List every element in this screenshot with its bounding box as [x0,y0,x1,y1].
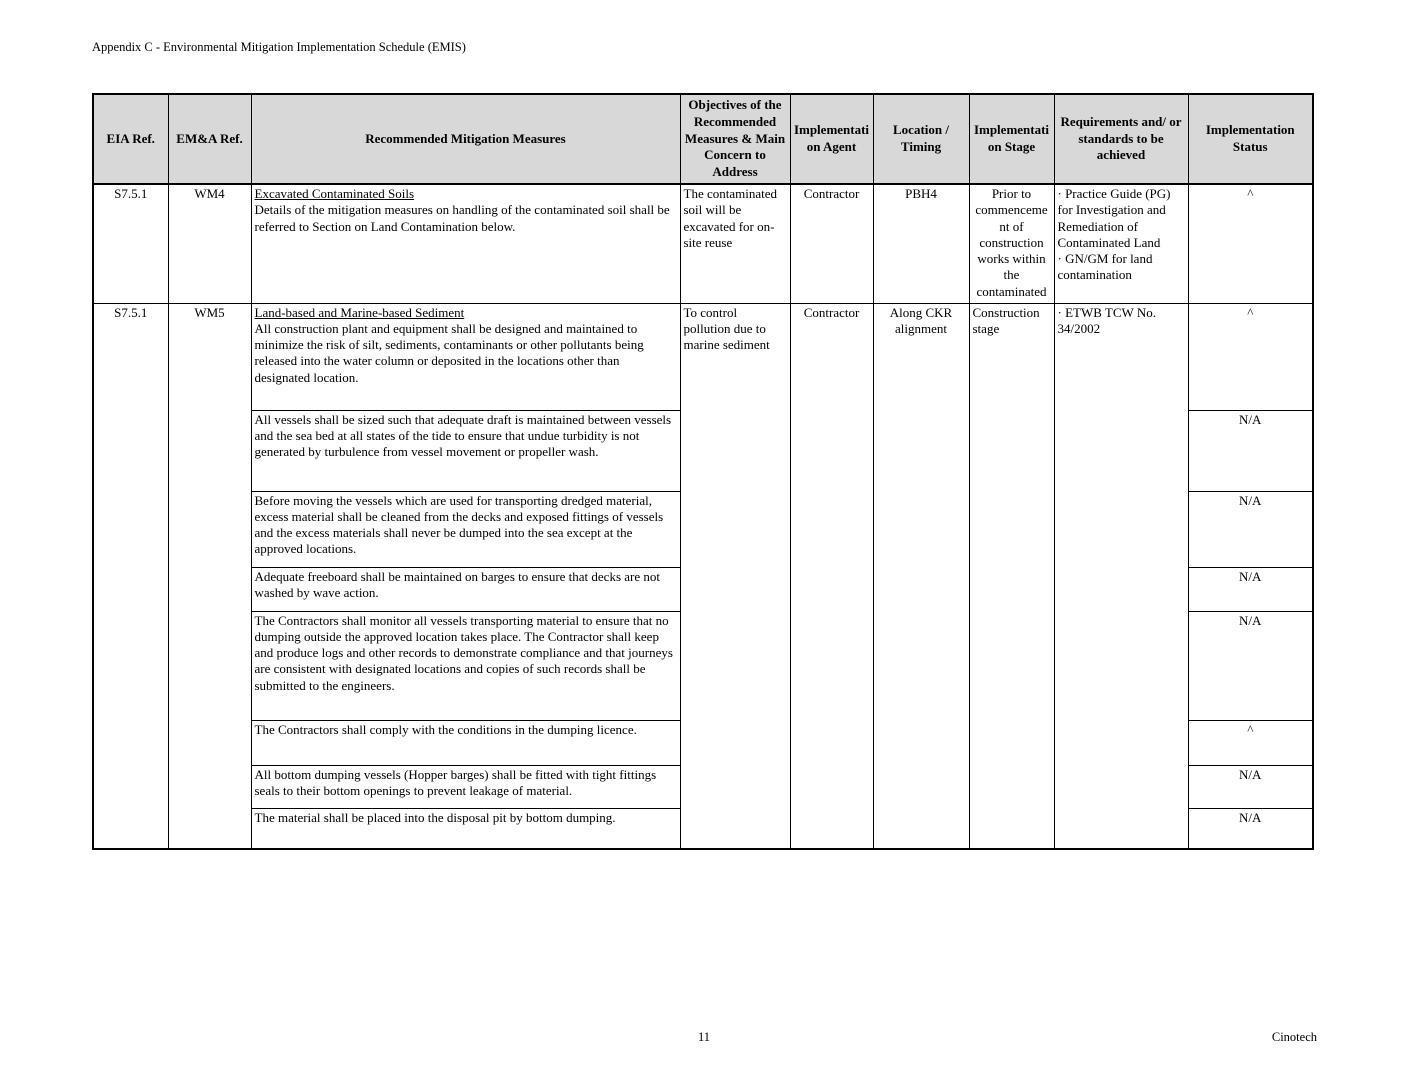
measure-cell: All vessels shall be sized such that adequate draft is maintained between vessels and the sea bed at all states of the tide to ensure that undue turbidity is not generated by turbulence from vessel movement or propeller wash. [251,410,680,491]
status-cell: N/A [1188,410,1313,491]
status-cell: N/A [1188,491,1313,567]
requirements-cell [1054,184,1188,303]
measure-title: Excavated Contaminated Soils [254,186,415,201]
objectives-cell: To control pollution due to marine sediment [680,303,790,849]
ema-ref-cell: WM4 [168,184,251,303]
eia-ref-cell: S7.5.1 [93,303,168,849]
measure-cell: Adequate freeboard shall be maintained on barges to ensure that decks are not washed by wave action. [251,567,680,611]
location-timing-cell: Along CKR alignment [873,303,969,849]
status-cell: N/A [1188,808,1313,849]
table-row-wm4 [93,184,1313,303]
agent-cell: Contractor [790,184,873,303]
requirement-item: · GN/GM for land contamination [1057,251,1153,283]
status-cell: N/A [1188,567,1313,611]
measure-cell: The material shall be placed into the disposal pit by bottom dumping. [251,808,680,849]
status-cell: ^ [1188,720,1313,765]
col-header-measures: Recommended Mitigation Measures [251,94,680,184]
table-header-row [93,94,1313,184]
measure-cell: Before moving the vessels which are used for transporting dredged material, excess material shall be cleaned from the decks and exposed fittings of vessels and the excess materials shall never be dumped into the sea except at the approved locations. [251,491,680,567]
measure-title: Land-based and Marine-based Sediment [254,304,465,320]
page-title: Appendix C - Environmental Mitigation Implementation Schedule (EMIS) [92,40,466,54]
col-header-eia-ref: EIA Ref. [93,94,168,184]
col-header-objectives: Objectives of the Recommended Measures & Main Concern to Address [680,94,790,184]
col-header-agent: Implementation Agent [790,94,873,184]
col-header-ema-ref: EM&A Ref. [168,94,251,184]
emis-table [92,93,1314,850]
stage-cell: Construction stage [969,303,1054,849]
measure-cell [251,184,680,303]
ema-ref-cell: WM5 [168,303,251,849]
col-header-stage: Implementation Stage [969,94,1054,184]
measure-cell: The Contractors shall comply with the conditions in the dumping licence. [251,720,680,765]
agent-cell: Contractor [790,303,873,849]
measure-body: All construction plant and equipment shall be designed and maintained to minimize the risk of silt, sediments, contaminants or other pollutants being released into the water column or deposited in the locations other than designated location. [254,320,644,385]
col-header-location-timing: Location / Timing [873,94,969,184]
requirement-item: · ETWB TCW No. 34/2002 [1057,304,1156,336]
status-cell: ^ [1188,184,1313,303]
status-cell: N/A [1188,765,1313,808]
requirements-cell [1054,303,1188,849]
table-row-wm5 [93,303,1313,410]
status-cell: N/A [1188,611,1313,720]
measure-cell [251,303,680,410]
status-cell: ^ [1188,303,1313,410]
stage-cell: Prior to commencement of construction works within the contaminated [969,184,1054,303]
measure-cell: All bottom dumping vessels (Hopper barges) shall be fitted with tight fittings seals to their bottom openings to prevent leakage of material. [251,765,680,808]
location-timing-cell: PBH4 [873,184,969,303]
page-number: 11 [697,1030,711,1044]
footer-company: Cinotech [1271,1030,1317,1044]
objectives-cell: The contaminated soil will be excavated for on-site reuse [680,184,790,303]
col-header-status: Implementation Status [1188,94,1313,184]
col-header-requirements: Requirements and/ or standards to be achieved [1054,94,1188,184]
measure-body: Details of the mitigation measures on handling of the contaminated soil shall be referred to Section on Land Contamination below. [254,202,670,234]
measure-cell: The Contractors shall monitor all vessels transporting material to ensure that no dumping outside the approved location takes place. The Contractor shall keep and produce logs and other records to demonstrate compliance and that journeys are consistent with designated locations and copies of such records shall be submitted to the engineers. [251,611,680,720]
requirement-item: · Practice Guide (PG) for Investigation and Remediation of Contaminated Land [1057,186,1171,250]
eia-ref-cell: S7.5.1 [93,184,168,303]
